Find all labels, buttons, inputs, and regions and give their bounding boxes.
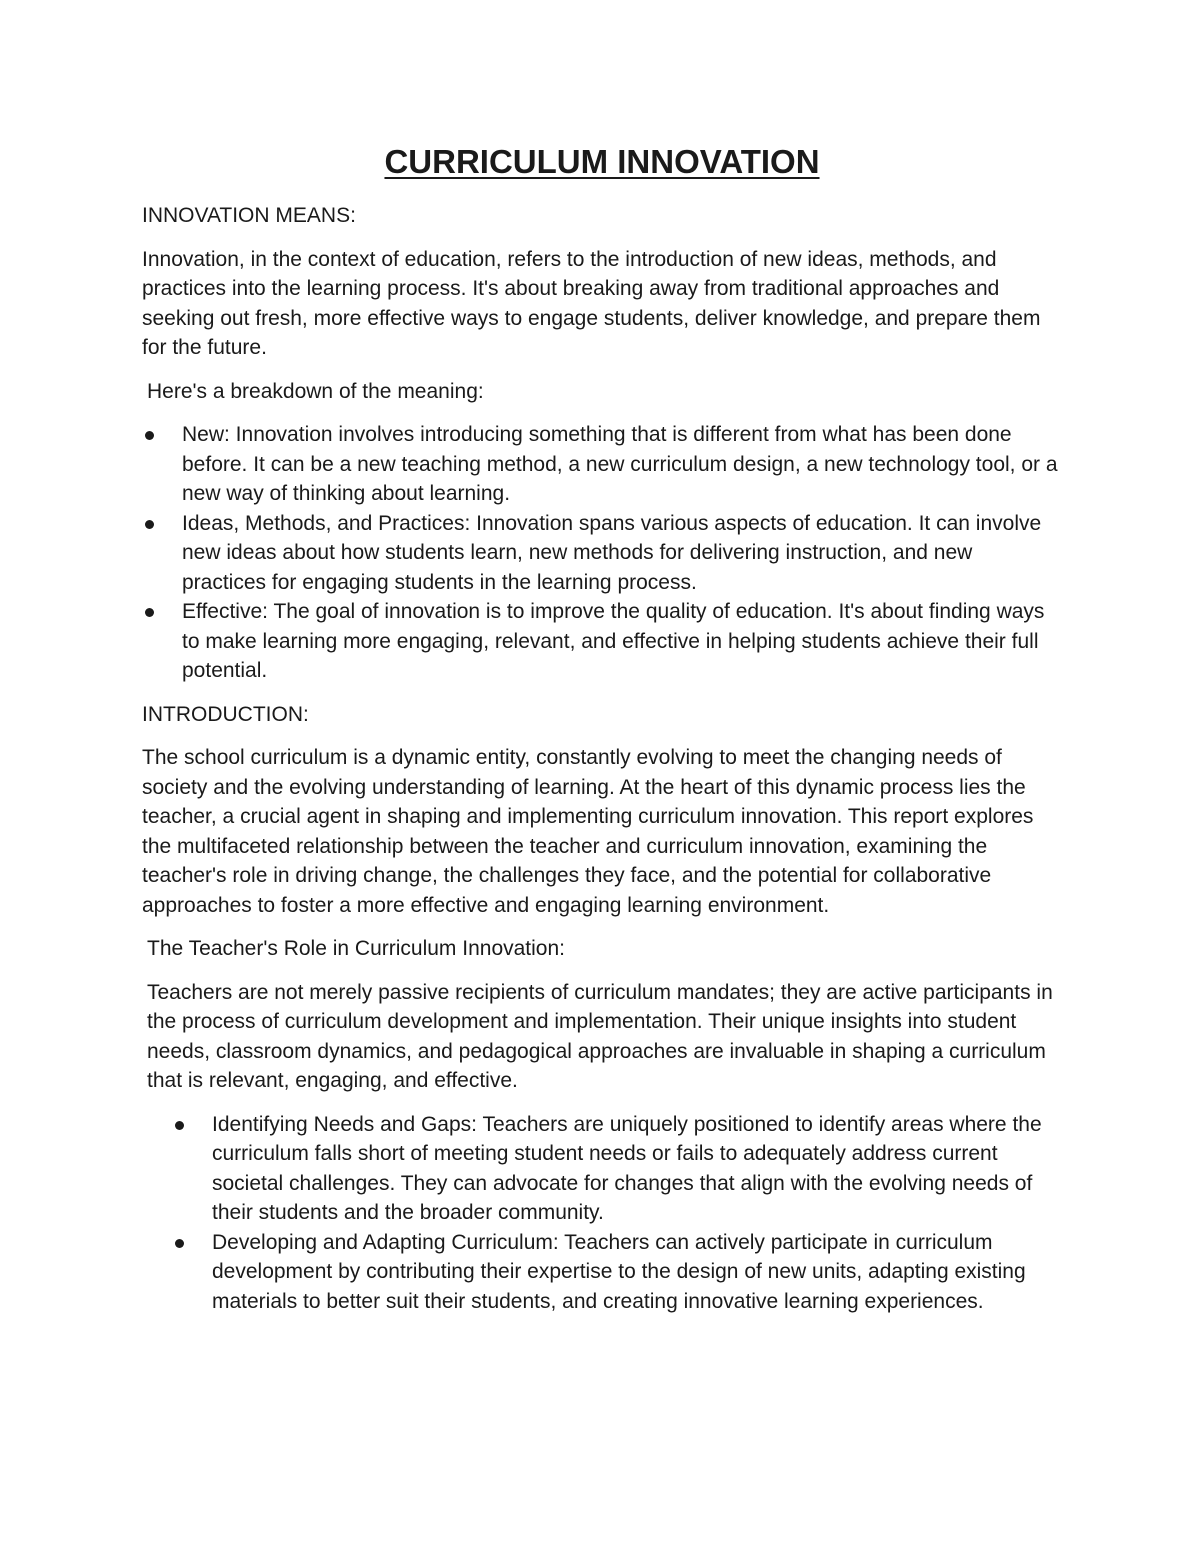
breakdown-list <box>142 420 1062 686</box>
list-item-text: Effective: The goal of innovation is to improve the quality of education. It's about finding ways to make learning more engaging, relevant, and effective in helping students achieve their full potential. <box>182 600 1045 682</box>
section-heading-innovation-means: INNOVATION MEANS: <box>142 204 356 227</box>
list-item <box>142 1110 1062 1228</box>
innovation-definition-paragraph: Innovation, in the context of education, refers to the introduction of new ideas, methods, and practices into the learning process. It's about breaking away from traditional approaches and seeking out fresh, more effective ways to engage students, deliver knowledge, and prepare them for the future. <box>142 247 1041 359</box>
document-title: CURRICULUM INNOVATION <box>384 143 820 180</box>
bullet-icon <box>175 1121 184 1130</box>
list-item-text: Ideas, Methods, and Practices: Innovation spans various aspects of education. It can involve new ideas about how students learn, new methods for delivering instruction, and new practices for engaging students in the learning process. <box>182 511 1042 594</box>
document-page <box>142 140 1062 1330</box>
teacher-role-paragraph: Teachers are not merely passive recipients of curriculum mandates; they are active participants in the process of curriculum development and implementation. Their unique insights into student needs, classroom dynamics, and pedagogical approaches are invaluable in shaping a curriculum that is relevant, engaging, and effective. <box>147 980 1053 1092</box>
bullet-icon <box>175 1239 184 1248</box>
list-item-text: Developing and Adapting Curriculum: Teachers can actively participate in curriculum development by contributing their expertise to the design of new units, adapting existing materials to better suit their students, and creating innovative learning experiences. <box>212 1230 1026 1313</box>
list-item-text: New: Innovation involves introducing something that is different from what has been done before. It can be a new teaching method, a new curriculum design, a new technology tool, or a new way of thinking about learning. <box>182 423 1058 505</box>
list-item <box>142 420 1062 509</box>
bullet-icon <box>145 431 154 440</box>
list-item <box>142 509 1062 598</box>
bullet-icon <box>145 520 154 529</box>
list-item <box>142 1228 1062 1317</box>
list-item-text: Identifying Needs and Gaps: Teachers are uniquely positioned to identify areas where the curriculum falls short of meeting student needs or fails to adequately address current societal challenges. They can advocate for changes that align with the evolving needs of their students and the broader community. <box>212 1112 1042 1224</box>
section-heading-introduction: INTRODUCTION: <box>142 702 309 726</box>
introduction-paragraph: The school curriculum is a dynamic entity, constantly evolving to meet the changing needs of society and the evolving understanding of learning. At the heart of this dynamic process lies the teacher, a crucial agent in shaping and implementing curriculum innovation. This report explores the multifaceted relationship between the teacher and curriculum innovation, examining the teacher's role in driving change, the challenges they face, and the potential for collaborative approaches to foster a more effective and engaging learning environment. <box>142 746 1034 917</box>
section-heading-teacher-role: The Teacher's Role in Curriculum Innovation: <box>147 937 565 960</box>
list-item <box>142 597 1062 686</box>
bullet-icon <box>145 608 154 617</box>
breakdown-intro: Here's a breakdown of the meaning: <box>147 379 484 403</box>
teacher-role-list <box>142 1110 1062 1317</box>
